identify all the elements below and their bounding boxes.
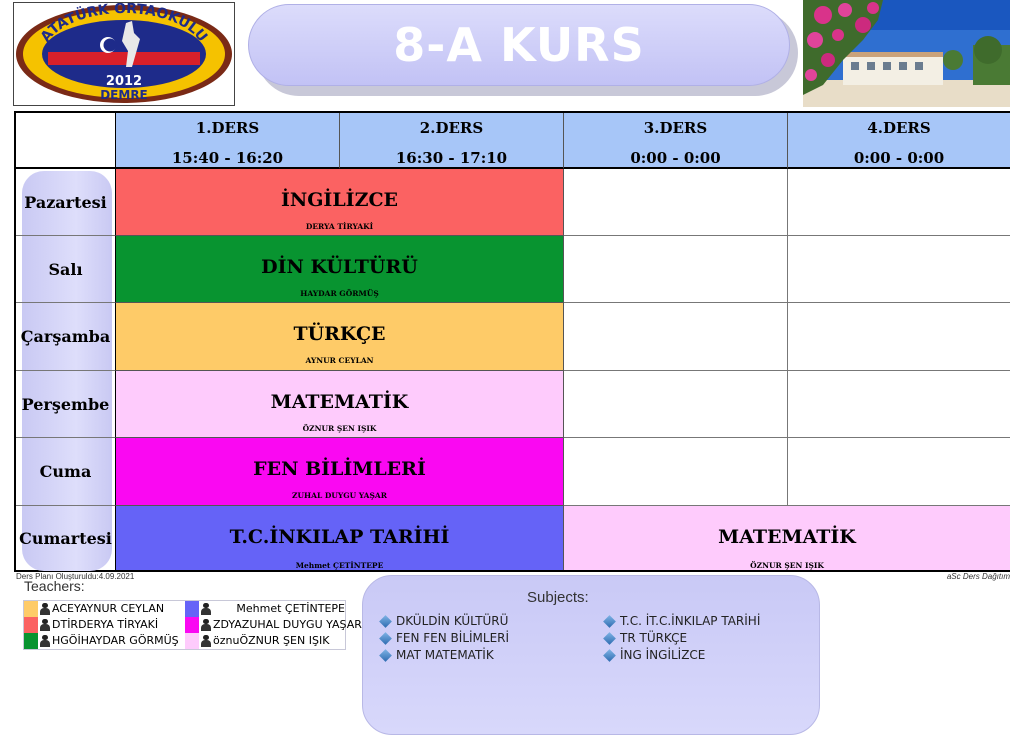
teacher-icon [40, 635, 50, 647]
teacher-icon [40, 603, 50, 615]
timetable [14, 111, 1010, 572]
teacher-entry [185, 617, 362, 633]
logo-town: DEMRE [100, 88, 148, 102]
period-header-4 [788, 113, 1010, 169]
subject-name: T.C. İT.C.İNKILAP TARİHİ [620, 614, 761, 628]
subject-entry [602, 630, 687, 646]
subjects-heading: Subjects: [527, 589, 589, 606]
empty-slot [564, 371, 788, 438]
teacher-icon [201, 619, 211, 631]
teacher-name: öznuÖZNUR ŞEN IŞIK [213, 634, 330, 647]
lesson-block[interactable] [116, 303, 564, 371]
lesson-subject: DİN KÜLTÜRÜ [261, 256, 418, 278]
subject-entry [378, 647, 494, 663]
teacher-color-swatch [24, 617, 38, 633]
teacher-icon [201, 603, 211, 615]
subject-name: FEN FEN BİLİMLERİ [396, 631, 510, 645]
lesson-teacher: ZUHAL DUYGU YAŞAR [292, 491, 387, 500]
lesson-block[interactable] [564, 506, 1010, 570]
empty-slot [788, 438, 1010, 506]
teacher-name: HGÖİHAYDAR GÖRMÜŞ [52, 634, 179, 647]
empty-slot [564, 169, 788, 236]
teacher-entry [185, 633, 346, 649]
empty-slot [788, 371, 1010, 438]
empty-slot [564, 438, 788, 506]
lesson-subject: MATEMATİK [718, 526, 856, 548]
lesson-block[interactable] [116, 438, 564, 506]
teacher-icon [40, 619, 50, 631]
teacher-color-swatch [185, 617, 199, 633]
day-label-wednesday: Çarşamba [16, 303, 116, 371]
teacher-icon [201, 635, 211, 647]
diamond-bullet-icon [379, 615, 392, 628]
teachers-heading: Teachers: [24, 578, 85, 594]
empty-slot [788, 236, 1010, 303]
logo-year: 2012 [105, 74, 143, 89]
school-logo [13, 2, 235, 106]
teacher-entry [24, 601, 185, 617]
page-title: 8-A KURS [393, 18, 645, 72]
period-header-1 [116, 113, 340, 169]
period-name: 3.DERS [643, 119, 708, 137]
period-header-3 [564, 113, 788, 169]
brand-credit: aSc Ders Dağıtım [946, 572, 1010, 581]
period-time: 16:30 - 17:10 [395, 149, 508, 167]
lesson-block[interactable] [116, 236, 564, 303]
teacher-name: DTİRDERYA TİRYAKİ [52, 618, 159, 631]
empty-slot [788, 169, 1010, 236]
lesson-block[interactable] [116, 371, 564, 438]
diamond-bullet-icon [603, 632, 616, 645]
title-banner [248, 4, 790, 86]
subject-entry [602, 647, 705, 663]
period-time: 0:00 - 0:00 [630, 149, 721, 167]
day-label-saturday: Cumartesi [16, 506, 116, 570]
subject-name: DKÜLDİN KÜLTÜRÜ [396, 614, 509, 628]
teacher-entry [24, 633, 185, 649]
logo-school-name: ATATÜRK ORTAOKULU [37, 3, 211, 46]
day-label-thursday: Perşembe [16, 371, 116, 438]
subject-entry [602, 613, 760, 629]
school-emblem [14, 3, 234, 105]
period-header-2 [340, 113, 564, 169]
diamond-bullet-icon [379, 649, 392, 662]
lesson-teacher: ÖZNUR ŞEN IŞIK [302, 424, 377, 433]
subject-entry [378, 613, 508, 629]
teacher-name: ZDYAZUHAL DUYGU YAŞAR [213, 618, 362, 631]
teacher-color-swatch [24, 633, 38, 649]
empty-slot [564, 236, 788, 303]
diamond-bullet-icon [379, 632, 392, 645]
lesson-teacher: HAYDAR GÖRMÜŞ [300, 289, 379, 298]
lesson-subject: FEN BİLİMLERİ [253, 458, 426, 480]
teacher-name: Mehmet ÇETİNTEPE [236, 602, 345, 615]
teacher-color-swatch [185, 601, 199, 617]
school-photo [803, 0, 1010, 107]
teacher-name: ACEYAYNUR CEYLAN [52, 602, 165, 615]
header-corner [16, 113, 116, 169]
day-label-monday: Pazartesi [16, 169, 116, 236]
period-name: 4.DERS [867, 119, 931, 137]
created-date: Ders Planı Oluşturuldu:4.09.2021 [16, 572, 135, 581]
lesson-subject: T.C.İNKILAP TARİHİ [229, 526, 450, 548]
lesson-block[interactable] [116, 169, 564, 236]
lesson-block[interactable] [116, 506, 564, 570]
day-label-friday: Cuma [16, 438, 116, 506]
diamond-bullet-icon [603, 649, 616, 662]
diamond-bullet-icon [603, 615, 616, 628]
period-time: 15:40 - 16:20 [171, 149, 284, 167]
period-time: 0:00 - 0:00 [853, 149, 945, 167]
lesson-subject: TÜRKÇE [293, 323, 386, 345]
subject-name: MAT MATEMATİK [396, 648, 494, 662]
lesson-teacher: AYNUR CEYLAN [305, 356, 374, 365]
day-label-tuesday: Salı [16, 236, 116, 303]
lesson-subject: MATEMATİK [270, 391, 409, 413]
lesson-teacher: Mehmet ÇETİNTEPE [295, 561, 384, 570]
lesson-teacher: ÖZNUR ŞEN IŞIK [750, 561, 824, 570]
teacher-color-swatch [185, 633, 199, 649]
teacher-color-swatch [24, 601, 38, 617]
empty-slot [564, 303, 788, 371]
subject-name: İNG İNGİLİZCE [620, 648, 706, 662]
period-name: 1.DERS [195, 119, 260, 137]
lesson-subject: İNGİLİZCE [280, 189, 399, 211]
empty-slot [788, 303, 1010, 371]
period-name: 2.DERS [419, 119, 484, 137]
lesson-teacher: DERYA TİRYAKİ [305, 222, 374, 231]
subject-entry [378, 630, 509, 646]
teachers-legend [23, 600, 362, 650]
subject-name: TR TÜRKÇE [620, 631, 688, 645]
teacher-entry [185, 601, 346, 617]
teacher-entry [24, 617, 185, 633]
